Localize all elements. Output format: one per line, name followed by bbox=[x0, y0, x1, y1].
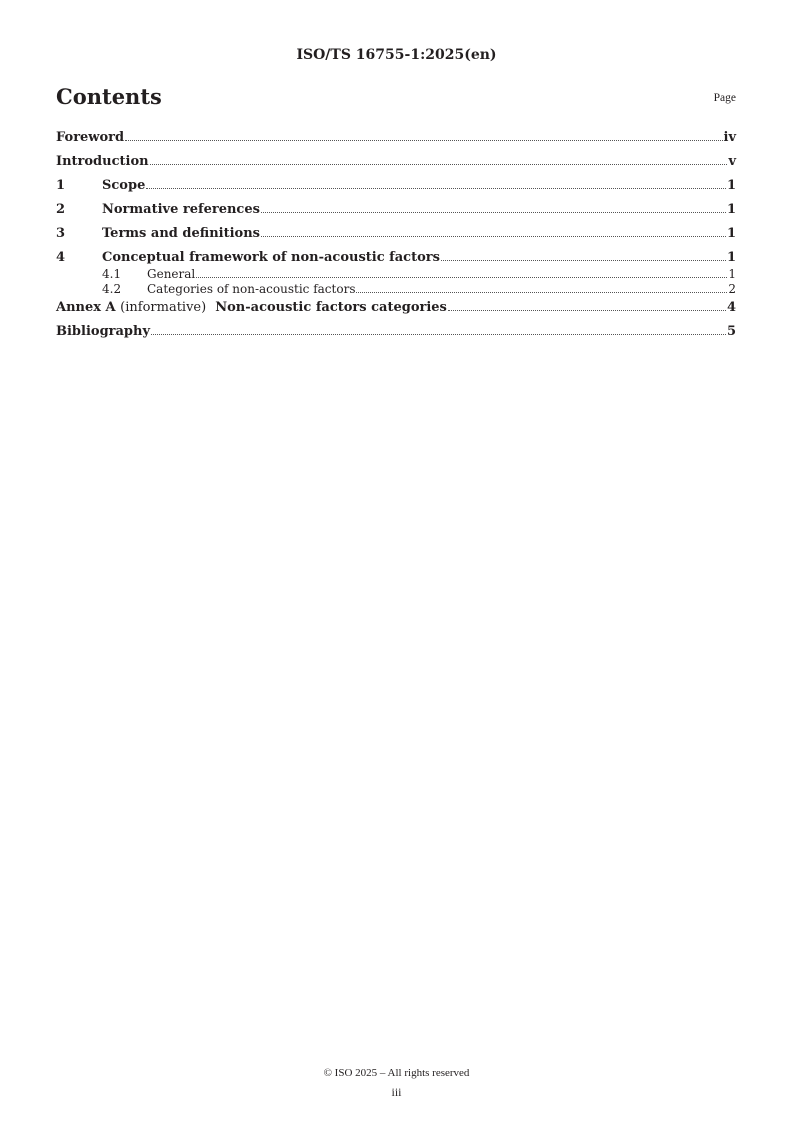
toc-entry-title: Introduction bbox=[56, 154, 149, 169]
dot-leader bbox=[261, 235, 726, 237]
dot-leader bbox=[356, 291, 727, 293]
annex-title: Non-acoustic factors categories bbox=[215, 300, 447, 315]
toc-entry-terms-definitions[interactable] bbox=[56, 226, 736, 250]
toc-entry-title: Bibliography bbox=[56, 324, 151, 339]
contents-title: Contents bbox=[56, 84, 162, 109]
toc-entry-page: 1 bbox=[726, 226, 736, 241]
toc-entry-number: 4.1 bbox=[102, 267, 122, 281]
dot-leader bbox=[441, 259, 726, 261]
toc-entry-page: v bbox=[728, 154, 736, 169]
page-column-label: Page bbox=[713, 92, 736, 104]
toc-entry-categories[interactable] bbox=[56, 282, 736, 300]
toc-entry-normative-references[interactable] bbox=[56, 202, 736, 226]
dot-leader bbox=[150, 163, 728, 165]
toc-entry-title: Conceptual framework of non-acoustic factors bbox=[102, 250, 440, 265]
annex-label: Annex A bbox=[56, 300, 116, 315]
dot-leader bbox=[261, 211, 726, 213]
toc-entry-title: Foreword bbox=[56, 130, 125, 145]
toc-entry-scope[interactable] bbox=[56, 178, 736, 202]
toc-entry-title: General bbox=[147, 267, 196, 281]
toc-entry-page: 4 bbox=[726, 300, 736, 315]
toc-entry-title: Categories of non-acoustic factors bbox=[147, 282, 356, 296]
toc-entry-number: 1 bbox=[56, 178, 66, 193]
copyright-notice: © ISO 2025 – All rights reserved bbox=[323, 1067, 470, 1079]
document-id: ISO/TS 16755-1:2025(en) bbox=[296, 47, 497, 63]
table-of-contents bbox=[56, 130, 736, 348]
toc-entry-title: Normative references bbox=[102, 202, 260, 217]
toc-entry-general[interactable] bbox=[56, 267, 736, 282]
toc-entry-introduction[interactable] bbox=[56, 154, 736, 178]
toc-entry-number: 4.2 bbox=[102, 282, 122, 296]
toc-entry-bibliography[interactable] bbox=[56, 324, 736, 348]
toc-entry-title: Terms and definitions bbox=[102, 226, 260, 241]
annex-type: (informative) bbox=[120, 300, 207, 315]
dot-leader bbox=[151, 333, 726, 335]
toc-entry-foreword[interactable] bbox=[56, 130, 736, 154]
toc-entry-page: 1 bbox=[726, 178, 736, 193]
dot-leader bbox=[448, 309, 726, 311]
toc-entry-page: 5 bbox=[726, 324, 736, 339]
toc-entry-title: Scope bbox=[102, 178, 146, 193]
toc-entry-page: 1 bbox=[728, 267, 736, 281]
toc-entry-page: 2 bbox=[728, 282, 736, 296]
toc-entry-page: 1 bbox=[726, 202, 736, 217]
toc-entry-title bbox=[56, 300, 447, 315]
toc-entry-page: 1 bbox=[726, 250, 736, 265]
toc-entry-annex-a[interactable] bbox=[56, 300, 736, 324]
dot-leader bbox=[146, 187, 726, 189]
page-number: iii bbox=[391, 1085, 402, 1099]
toc-entry-number: 4 bbox=[56, 250, 66, 265]
toc-entry-number: 2 bbox=[56, 202, 66, 217]
toc-entry-number: 3 bbox=[56, 226, 66, 241]
dot-leader bbox=[196, 276, 727, 278]
toc-entry-conceptual-framework[interactable] bbox=[56, 250, 736, 267]
toc-entry-page: iv bbox=[723, 130, 736, 145]
dot-leader bbox=[125, 139, 722, 141]
